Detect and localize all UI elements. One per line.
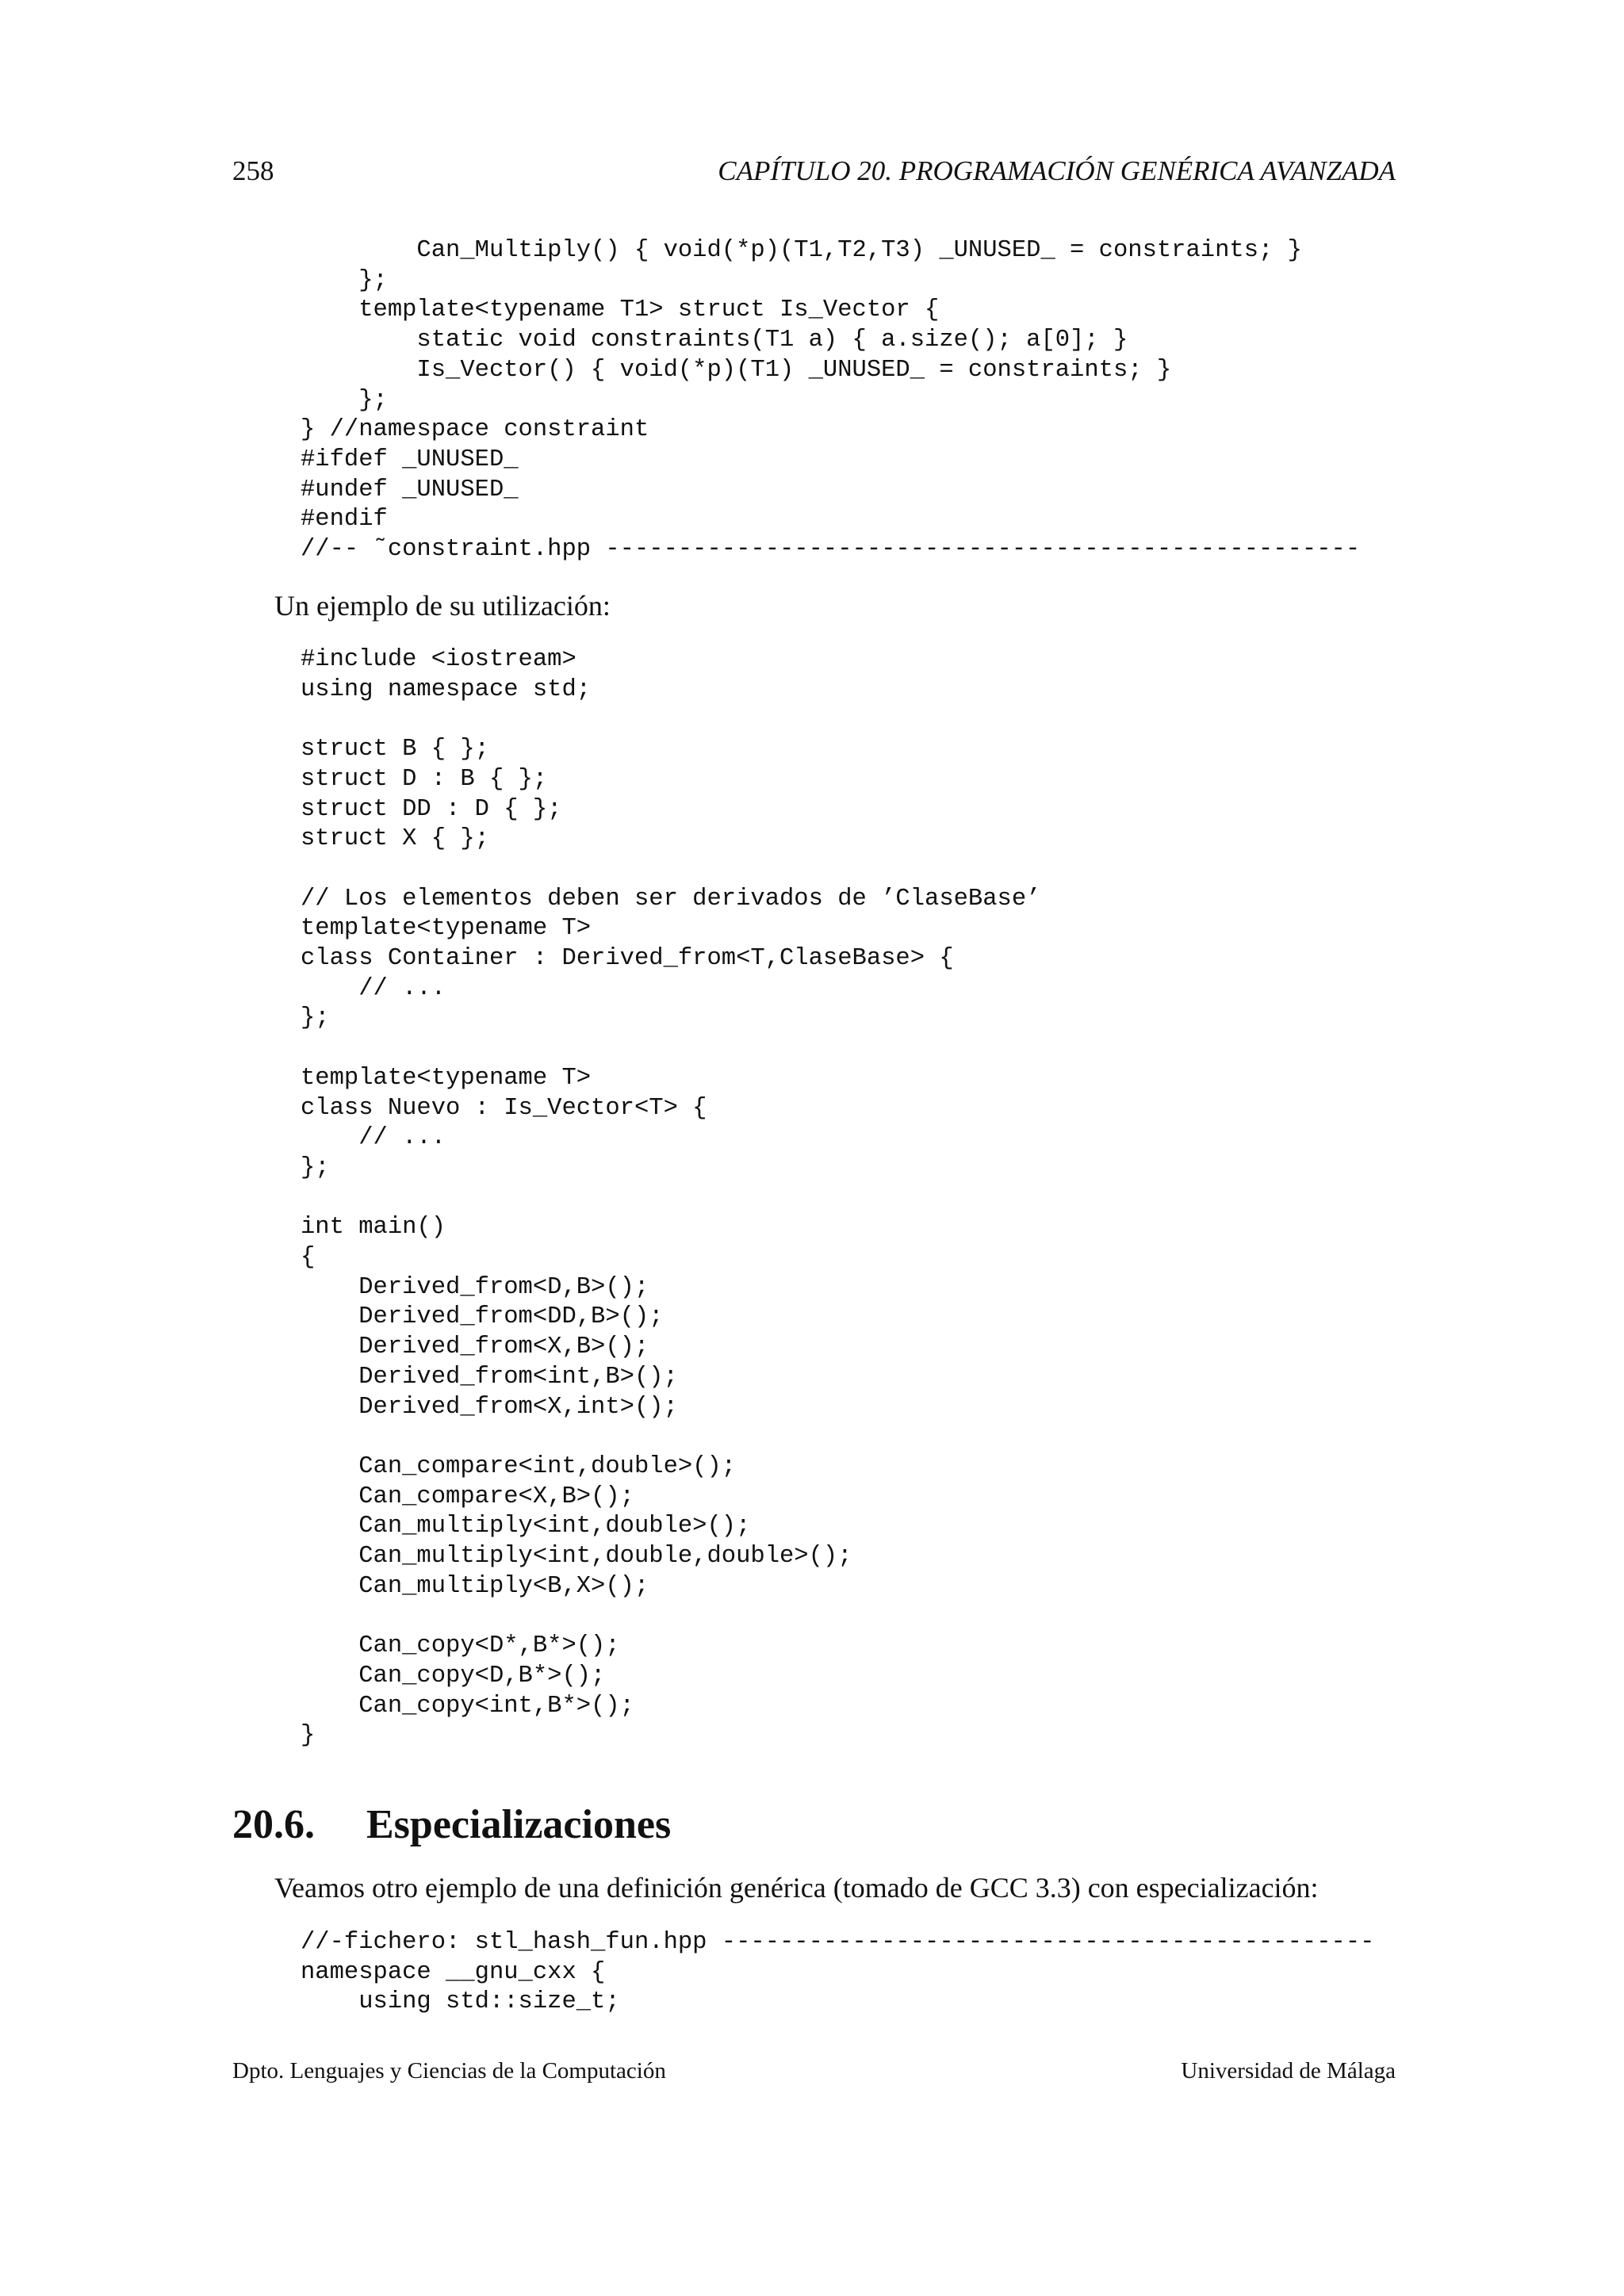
code-line: Can_copy<int,B*>(); [301,1692,634,1720]
code-line: Derived_from<int,B>(); [301,1363,678,1391]
code-line: // Los elementos deben ser derivados de ’ClaseBase’ [301,885,1041,913]
code-line: Can_Multiply() { void(*p)(T1,T2,T3) _UNUSED_ = constraints; } [301,237,1302,264]
code-line: Can_multiply<int,double,double>(); [301,1543,852,1571]
code-line: using namespace std; [301,675,592,703]
code-line: //-- ˜constraint.hpp ---------------------------------------------------- [301,536,1361,564]
paragraph-specialization-intro: Veamos otro ejemplo de una definición genérica (tomado de GCC 3.3) con especialización: [274,1872,1319,1904]
code-block-usage-example [301,645,1040,1751]
code-line: // ... [301,974,446,1002]
code-line: struct D : B { }; [301,765,548,793]
code-line: #ifdef _UNUSED_ [301,446,519,473]
code-line: class Nuevo : Is_Vector<T> { [301,1094,707,1122]
code-line: }; [301,266,388,294]
code-line: template<typename T> [301,1064,592,1092]
code-line: static void constraints(T1 a) { a.size(); a[0]; } [301,327,1128,354]
code-line: struct DD : D { }; [301,795,562,823]
code-line: struct X { }; [301,825,489,853]
code-line: template<typename T1> struct Is_Vector { [301,297,940,324]
page-number: 258 [232,155,274,186]
code-line: using std::size_t; [301,1988,620,2016]
code-line: #endif [301,506,388,534]
code-line: Can_compare<X,B>(); [301,1483,634,1510]
code-line: Is_Vector() { void(*p)(T1) _UNUSED_ = constraints; } [301,356,1172,384]
footer-university: Universidad de Málaga [1181,2058,1396,2084]
code-block-constraint-hpp [301,236,1360,565]
code-line: int main() [301,1214,446,1242]
footer-department: Dpto. Lenguajes y Ciencias de la Computación [232,2058,666,2084]
page-header [232,155,1396,193]
code-line: }; [301,386,388,414]
page-footer [232,2058,1396,2090]
code-line: namespace __gnu_cxx { [301,1958,606,1986]
code-line: } [301,1722,316,1750]
code-line: Derived_from<DD,B>(); [301,1303,664,1331]
code-line: // ... [301,1124,446,1152]
paragraph-example-intro: Un ejemplo de su utilización: [274,590,611,622]
code-line: Can_copy<D,B*>(); [301,1662,606,1689]
section-number: 20.6. [232,1802,315,1847]
code-line: Derived_from<X,int>(); [301,1393,678,1421]
code-line: } //namespace constraint [301,416,649,444]
section-heading [232,1800,671,1850]
code-line: Can_multiply<B,X>(); [301,1572,649,1600]
code-line: Can_compare<int,double>(); [301,1452,737,1480]
code-block-stl-hash-fun [301,1928,1374,2018]
code-line: Can_copy<D*,B*>(); [301,1632,620,1660]
code-line: Derived_from<D,B>(); [301,1273,649,1301]
code-line: #undef _UNUSED_ [301,476,519,503]
code-line: class Container : Derived_from<T,ClaseBase> { [301,945,954,973]
code-line: Derived_from<X,B>(); [301,1334,649,1361]
code-line: //-fichero: stl_hash_fun.hpp --------------------------------------------- [301,1929,1375,1956]
code-line: #include <iostream> [301,646,576,673]
running-title: CAPÍTULO 20. PROGRAMACIÓN GENÉRICA AVANZADA [718,155,1396,186]
code-line: struct B { }; [301,736,489,763]
code-line: { [301,1244,316,1272]
code-line: template<typename T> [301,915,592,943]
code-line: }; [301,1004,330,1032]
section-title: Especializaciones [366,1802,672,1847]
code-line: Can_multiply<int,double>(); [301,1513,751,1540]
code-line: }; [301,1154,330,1181]
